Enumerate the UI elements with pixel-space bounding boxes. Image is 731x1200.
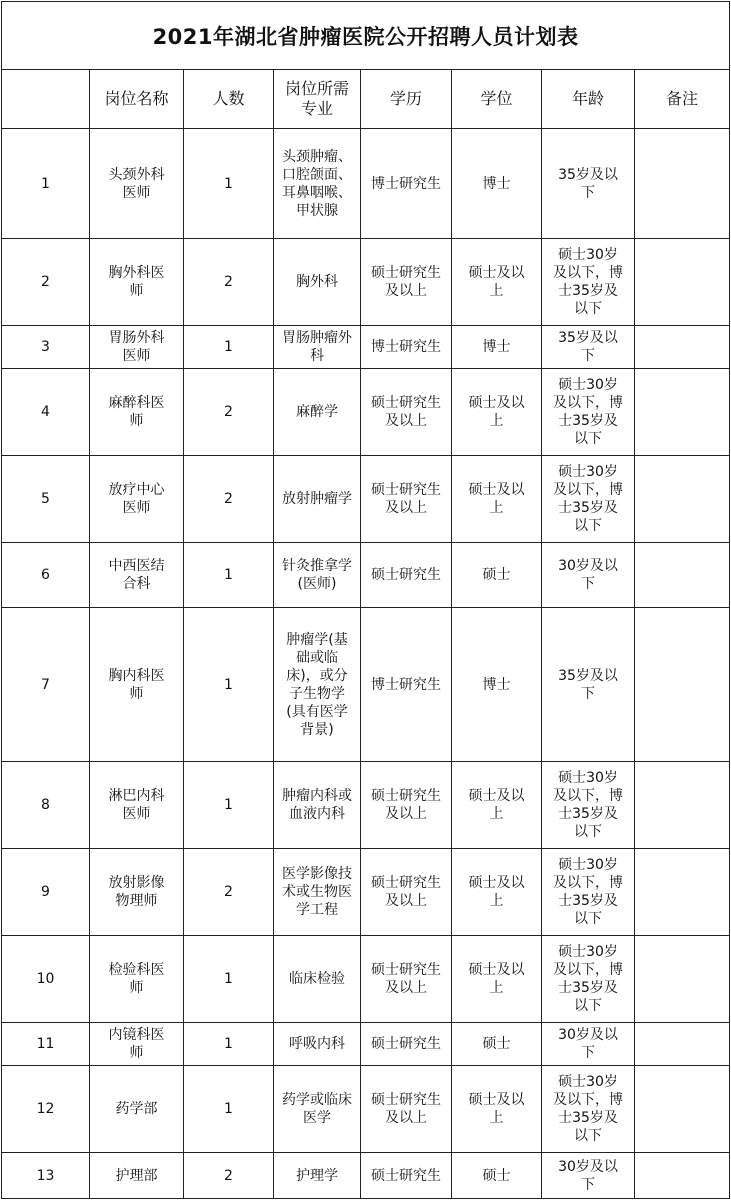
table-row (2, 239, 730, 326)
cell-post: 胸内科医师 (90, 608, 184, 762)
column-header-degree: 学位 (452, 70, 542, 129)
header-row (2, 70, 730, 129)
cell-degree: 硕士及以上 (452, 762, 542, 849)
cell-post: 淋巴内科医师 (90, 762, 184, 849)
cell-count: 2 (184, 239, 274, 326)
table-row (2, 326, 730, 369)
table-title: 2021年湖北省肿瘤医院公开招聘人员计划表 (2, 2, 730, 70)
cell-education: 硕士研究生 (361, 543, 452, 608)
cell-major: 胃肠肿瘤外科 (274, 326, 361, 369)
cell-count: 1 (184, 1066, 274, 1153)
table-row (2, 1066, 730, 1153)
table-row (2, 456, 730, 543)
cell-post: 放疗中心医师 (90, 456, 184, 543)
cell-remark (635, 239, 730, 326)
cell-post: 麻醉科医师 (90, 369, 184, 456)
cell-major: 胸外科 (274, 239, 361, 326)
cell-degree: 硕士 (452, 1153, 542, 1199)
cell-degree: 硕士 (452, 1023, 542, 1066)
cell-count: 2 (184, 369, 274, 456)
cell-education: 硕士研究生及以上 (361, 369, 452, 456)
cell-major: 头颈肿瘤、口腔颌面、耳鼻咽喉、甲状腺 (274, 129, 361, 239)
cell-degree: 博士 (452, 129, 542, 239)
cell-age: 35岁及以下 (542, 608, 635, 762)
cell-major: 护理学 (274, 1153, 361, 1199)
column-header-count: 人数 (184, 70, 274, 129)
cell-degree: 硕士及以上 (452, 849, 542, 936)
cell-major: 呼吸内科 (274, 1023, 361, 1066)
cell-age: 硕士30岁及以下，博士35岁及以下 (542, 1066, 635, 1153)
cell-post: 放射影像物理师 (90, 849, 184, 936)
cell-index: 13 (2, 1153, 90, 1199)
cell-education: 博士研究生 (361, 129, 452, 239)
cell-education: 博士研究生 (361, 608, 452, 762)
cell-education: 硕士研究生及以上 (361, 239, 452, 326)
cell-remark (635, 1153, 730, 1199)
cell-major: 麻醉学 (274, 369, 361, 456)
cell-post: 检验科医师 (90, 936, 184, 1023)
column-header-index (2, 70, 90, 129)
column-header-education: 学历 (361, 70, 452, 129)
cell-education: 硕士研究生 (361, 1153, 452, 1199)
table-row (2, 369, 730, 456)
cell-education: 博士研究生 (361, 326, 452, 369)
cell-age: 硕士30岁及以下，博士35岁及以下 (542, 239, 635, 326)
cell-degree: 硕士及以上 (452, 369, 542, 456)
cell-remark (635, 369, 730, 456)
cell-post: 胸外科医师 (90, 239, 184, 326)
cell-count: 2 (184, 1153, 274, 1199)
column-header-post: 岗位名称 (90, 70, 184, 129)
cell-major: 医学影像技术或生物医学工程 (274, 849, 361, 936)
cell-major: 临床检验 (274, 936, 361, 1023)
cell-index: 1 (2, 129, 90, 239)
cell-age: 硕士30岁及以下，博士35岁及以下 (542, 369, 635, 456)
column-header-remark: 备注 (635, 70, 730, 129)
cell-index: 2 (2, 239, 90, 326)
cell-index: 10 (2, 936, 90, 1023)
cell-index: 12 (2, 1066, 90, 1153)
table-row (2, 1023, 730, 1066)
cell-index: 11 (2, 1023, 90, 1066)
cell-count: 1 (184, 129, 274, 239)
cell-age: 30岁及以下 (542, 543, 635, 608)
cell-count: 1 (184, 543, 274, 608)
table-row (2, 1153, 730, 1199)
cell-remark (635, 129, 730, 239)
table-row (2, 543, 730, 608)
cell-count: 1 (184, 936, 274, 1023)
cell-remark (635, 936, 730, 1023)
table-row (2, 762, 730, 849)
table-row (2, 936, 730, 1023)
cell-remark (635, 608, 730, 762)
cell-education: 硕士研究生及以上 (361, 762, 452, 849)
cell-degree: 硕士及以上 (452, 1066, 542, 1153)
cell-degree: 硕士及以上 (452, 456, 542, 543)
cell-post: 头颈外科医师 (90, 129, 184, 239)
cell-degree: 硕士及以上 (452, 239, 542, 326)
cell-remark (635, 1023, 730, 1066)
cell-education: 硕士研究生及以上 (361, 936, 452, 1023)
cell-remark (635, 326, 730, 369)
cell-degree: 博士 (452, 326, 542, 369)
cell-post: 内镜科医师 (90, 1023, 184, 1066)
cell-age: 硕士30岁及以下，博士35岁及以下 (542, 849, 635, 936)
table-row (2, 608, 730, 762)
cell-index: 5 (2, 456, 90, 543)
cell-post: 护理部 (90, 1153, 184, 1199)
cell-index: 7 (2, 608, 90, 762)
cell-major: 肿瘤内科或血液内科 (274, 762, 361, 849)
cell-count: 2 (184, 456, 274, 543)
cell-degree: 硕士及以上 (452, 936, 542, 1023)
recruitment-table (1, 1, 730, 1199)
cell-education: 硕士研究生及以上 (361, 456, 452, 543)
cell-remark (635, 1066, 730, 1153)
table-row (2, 129, 730, 239)
cell-age: 30岁及以下 (542, 1153, 635, 1199)
cell-count: 1 (184, 326, 274, 369)
cell-remark (635, 543, 730, 608)
cell-post: 药学部 (90, 1066, 184, 1153)
table-body (2, 129, 730, 1199)
cell-education: 硕士研究生及以上 (361, 1066, 452, 1153)
cell-remark (635, 456, 730, 543)
cell-remark (635, 849, 730, 936)
cell-count: 1 (184, 762, 274, 849)
cell-post: 胃肠外科医师 (90, 326, 184, 369)
cell-index: 4 (2, 369, 90, 456)
cell-count: 1 (184, 1023, 274, 1066)
cell-education: 硕士研究生 (361, 1023, 452, 1066)
table-row (2, 849, 730, 936)
cell-major: 药学或临床医学 (274, 1066, 361, 1153)
cell-education: 硕士研究生及以上 (361, 849, 452, 936)
cell-index: 8 (2, 762, 90, 849)
cell-major: 针灸推拿学(医师) (274, 543, 361, 608)
cell-count: 2 (184, 849, 274, 936)
cell-post: 中西医结合科 (90, 543, 184, 608)
cell-age: 硕士30岁及以下，博士35岁及以下 (542, 762, 635, 849)
cell-age: 硕士30岁及以下，博士35岁及以下 (542, 936, 635, 1023)
column-header-age: 年龄 (542, 70, 635, 129)
cell-count: 1 (184, 608, 274, 762)
cell-major: 放射肿瘤学 (274, 456, 361, 543)
cell-index: 3 (2, 326, 90, 369)
cell-age: 35岁及以下 (542, 129, 635, 239)
cell-age: 30岁及以下 (542, 1023, 635, 1066)
cell-index: 6 (2, 543, 90, 608)
cell-major: 肿瘤学(基础或临床)，或分子生物学(具有医学背景) (274, 608, 361, 762)
column-header-major: 岗位所需专业 (274, 70, 361, 129)
cell-age: 硕士30岁及以下，博士35岁及以下 (542, 456, 635, 543)
cell-remark (635, 762, 730, 849)
cell-age: 35岁及以下 (542, 326, 635, 369)
cell-degree: 博士 (452, 608, 542, 762)
cell-degree: 硕士 (452, 543, 542, 608)
cell-index: 9 (2, 849, 90, 936)
